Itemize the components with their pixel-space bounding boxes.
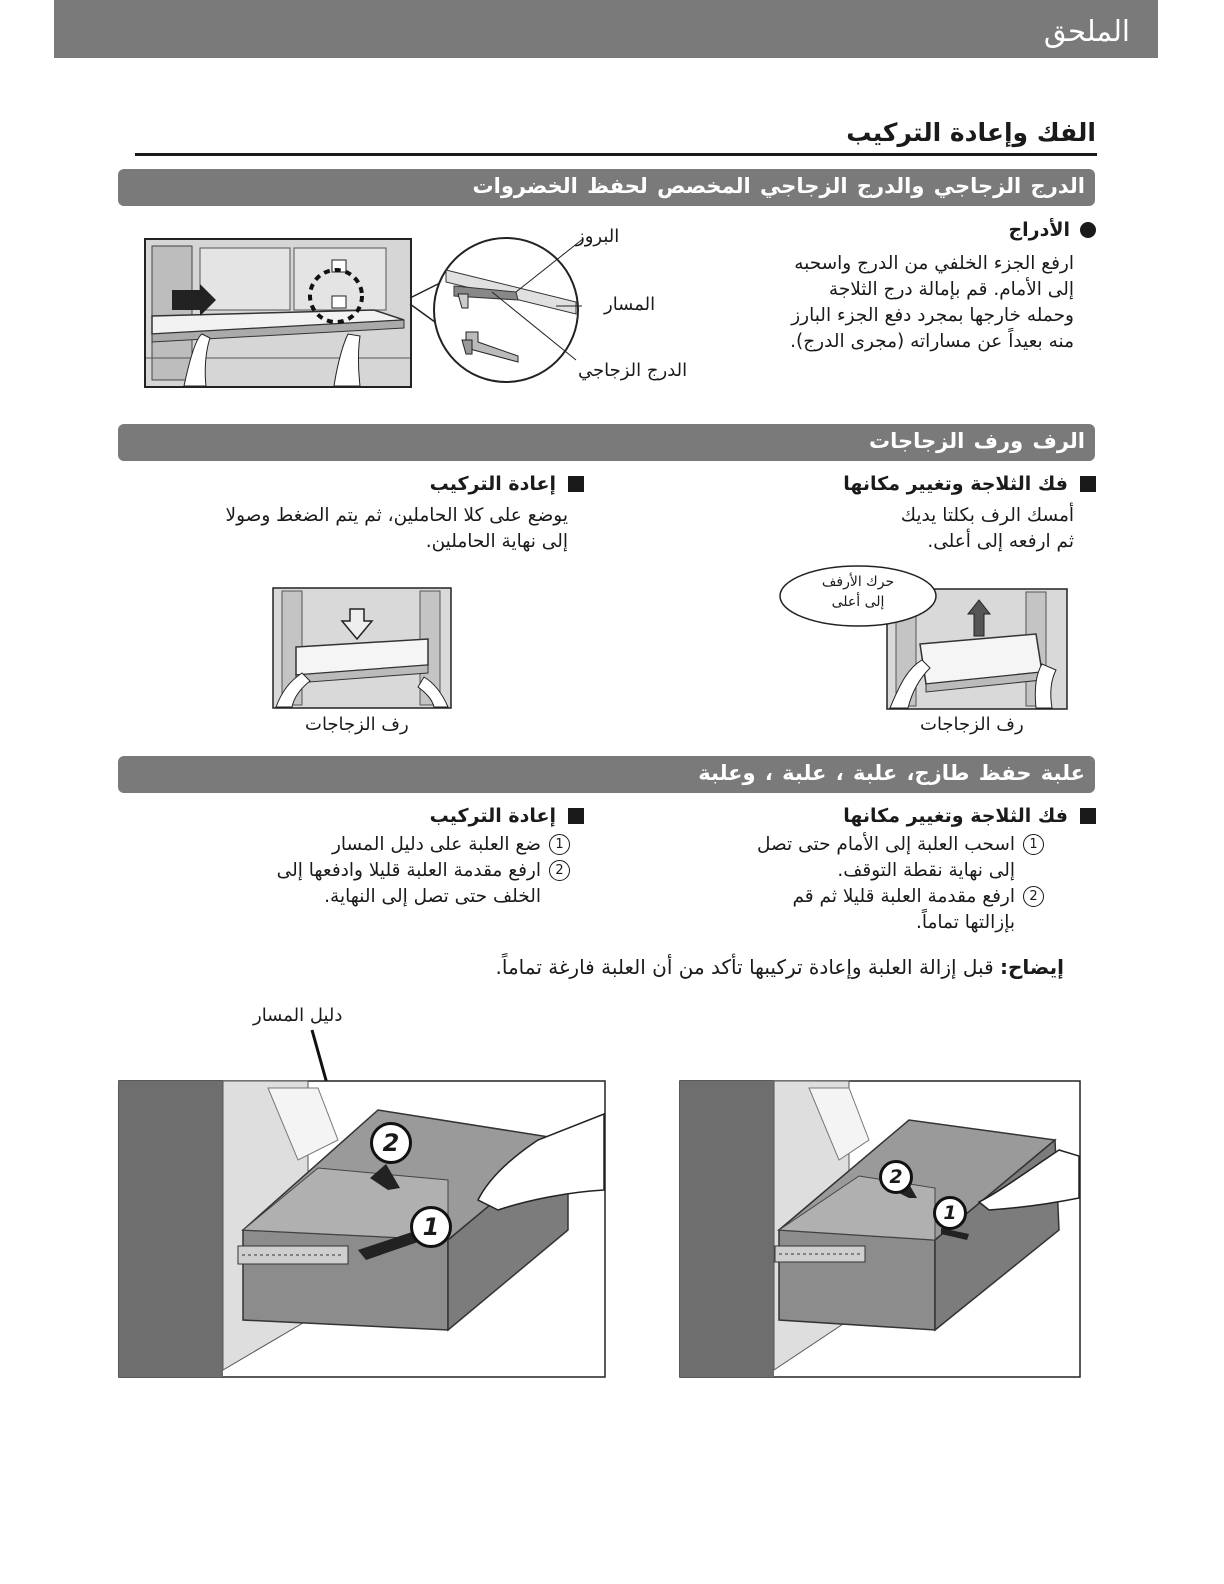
title-divider xyxy=(135,153,1097,156)
rail-guide-label: دليل المسار xyxy=(253,1005,343,1026)
square-bullet-icon xyxy=(1080,476,1096,492)
square-bullet-icon xyxy=(1080,808,1096,824)
bubble-line: حرك الأرفف xyxy=(821,574,895,590)
step-item xyxy=(277,858,570,884)
paragraph-line: منه بعيداً عن مساراته (مجرى الدرج). xyxy=(790,331,1074,352)
step-line: ارفع مقدمة العلبة قليلا ثم قم xyxy=(792,886,1015,907)
step-item xyxy=(757,884,1044,910)
zoom-detail-illustration xyxy=(406,230,582,390)
step-number: 2 xyxy=(1023,886,1044,907)
drawers-paragraph xyxy=(790,251,1074,355)
instruction-line: ثم ارفعه إلى أعلى. xyxy=(927,531,1074,552)
drawer-reinstall-illustration xyxy=(118,1080,606,1378)
step-number: 2 xyxy=(549,860,570,881)
step-line: بإزالتها تماماً. xyxy=(915,912,1015,933)
reinstall-instructions xyxy=(226,503,568,555)
fridge-drawer-illustration xyxy=(144,238,412,388)
note-label: إيضاح: xyxy=(1000,955,1064,979)
step-marker-1: 1 xyxy=(410,1206,452,1248)
reinstall-heading xyxy=(430,473,584,495)
remove-shelf-caption: رف الزجاجات xyxy=(920,714,1024,735)
remove-instructions xyxy=(901,503,1074,555)
note-text: قبل إزالة العلبة وإعادة تركيبها تأكد من أن العلبة فارغة تماماً. xyxy=(495,955,994,979)
header-bar xyxy=(54,0,1158,58)
page-title: الفك وإعادة التركيب xyxy=(846,118,1096,147)
instruction-line: أمسك الرف بكلتا يديك xyxy=(900,505,1074,526)
square-bullet-icon xyxy=(568,808,584,824)
remove-heading xyxy=(843,473,1096,495)
callout-protrusion: البروز xyxy=(576,226,620,247)
drawer-remove-illustration xyxy=(679,1080,1081,1378)
section-bar-glass-drawer xyxy=(118,169,1095,206)
paragraph-line: ارفع الجزء الخلفي من الدرج واسحبه xyxy=(794,253,1074,274)
section-bar-shelves xyxy=(118,424,1095,461)
paragraph-line: وحمله خارجها بمجرد دفع الجزء البارز xyxy=(791,305,1074,326)
step-number: 1 xyxy=(549,834,570,855)
section-title: علبة حفظ طازج، علبة ، علبة ، وعلبة xyxy=(698,761,1085,785)
bullet-icon xyxy=(1080,222,1096,238)
box-reinstall-heading-text: إعادة التركيب xyxy=(429,805,556,827)
step-line: ضع العلبة على دليل المسار xyxy=(331,834,541,855)
box-remove-heading-text: فك الثلاجة وتغيير مكانها xyxy=(843,805,1068,827)
step-line: ارفع مقدمة العلبة قليلا وادفعها إلى xyxy=(276,860,541,881)
step-marker-2: 2 xyxy=(370,1122,412,1164)
note xyxy=(496,955,1065,979)
drawers-heading-text: الأدراج xyxy=(1008,219,1070,241)
callout-glass-drawer: الدرج الزجاجي xyxy=(578,360,688,381)
step-item xyxy=(757,832,1044,858)
section-title: الدرج الزجاجي والدرج الزجاجي المخصص لحفظ الخضروات xyxy=(472,174,1085,198)
section-bar-fresh-boxes xyxy=(118,756,1095,793)
header-title: الملحق xyxy=(1043,14,1130,48)
instruction-line: يوضع على كلا الحاملين، ثم يتم الضغط وصولا xyxy=(225,505,568,526)
square-bullet-icon xyxy=(568,476,584,492)
step-number: 1 xyxy=(1023,834,1044,855)
section-title: الرف ورف الزجاجات xyxy=(869,429,1085,453)
box-reinstall-heading xyxy=(430,805,584,827)
box-remove-steps xyxy=(757,832,1044,936)
step-line: اسحب العلبة إلى الأمام حتى تصل xyxy=(756,834,1015,855)
callout-track: المسار xyxy=(604,294,656,315)
step-marker-2: 2 xyxy=(879,1160,913,1194)
step-line: الخلف حتى تصل إلى النهاية. xyxy=(324,886,541,907)
box-reinstall-steps xyxy=(277,832,570,910)
box-remove-heading xyxy=(843,805,1096,827)
reinstall-shelf-caption: رف الزجاجات xyxy=(305,714,409,735)
step-item xyxy=(277,832,570,858)
instruction-line: إلى نهاية الحاملين. xyxy=(425,531,568,552)
step-line: إلى نهاية نقطة التوقف. xyxy=(837,860,1015,881)
reinstall-heading-text: إعادة التركيب xyxy=(429,473,556,495)
paragraph-line: إلى الأمام. قم بإمالة درج الثلاجة xyxy=(828,279,1074,300)
drawers-heading xyxy=(1008,219,1096,241)
bubble-line: إلى أعلى xyxy=(831,594,885,610)
remove-heading-text: فك الثلاجة وتغيير مكانها xyxy=(843,473,1068,495)
reinstall-bottle-shelf-illustration xyxy=(272,587,452,709)
step-marker-1: 1 xyxy=(933,1196,967,1230)
bubble-text xyxy=(790,572,926,612)
